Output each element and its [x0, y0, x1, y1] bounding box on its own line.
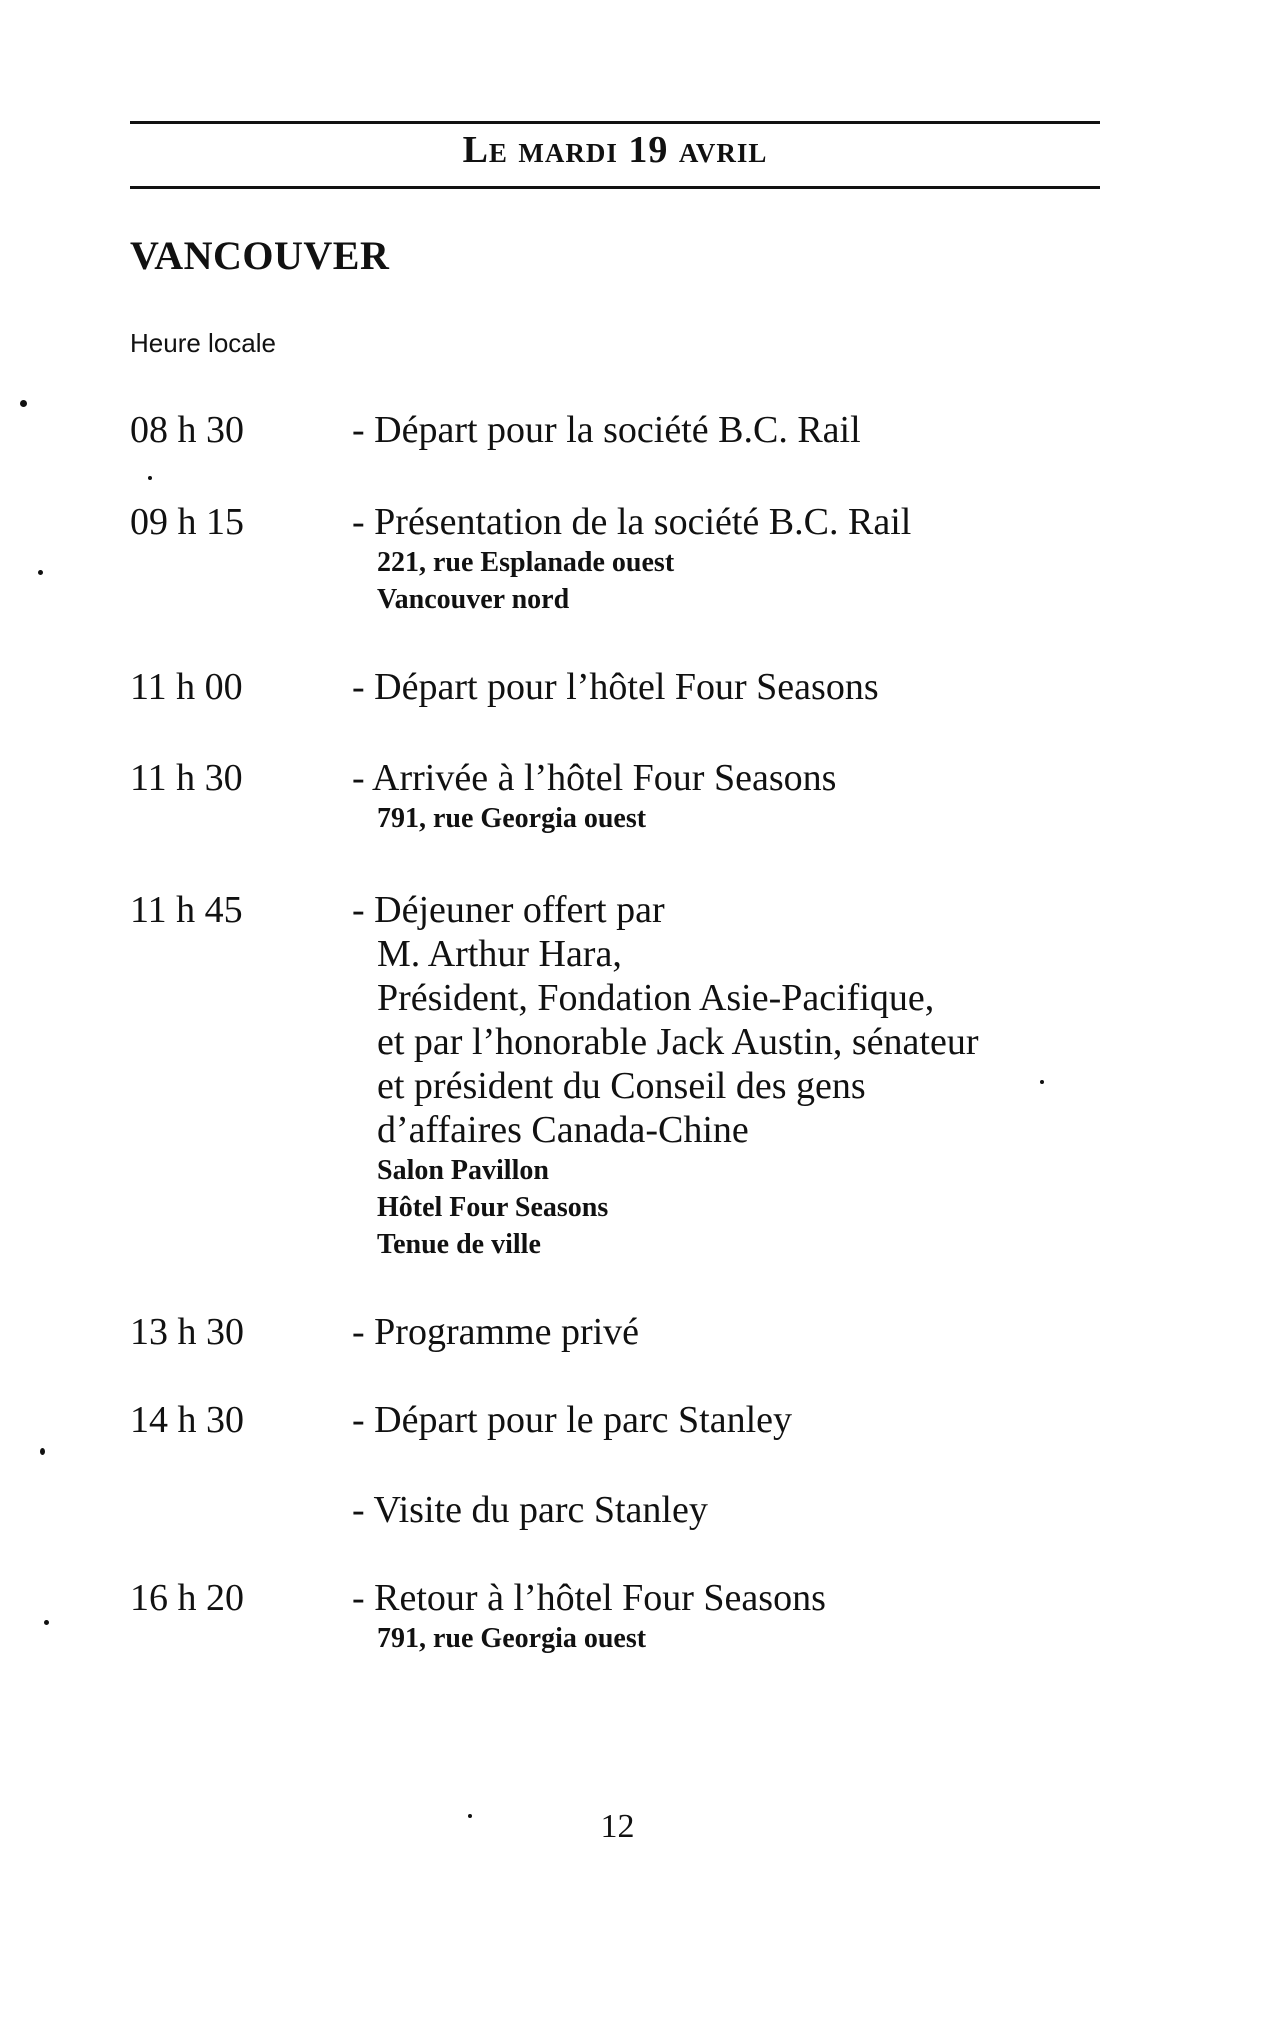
page-number: 12 [600, 1808, 635, 1845]
entry-line: d’affaires Canada-Chine [377, 1109, 749, 1151]
entry-line: - Retour à l’hôtel Four Seasons [352, 1577, 826, 1619]
entry-description [352, 1488, 1152, 1532]
scan-speck [468, 1814, 472, 1818]
entry-details [352, 1620, 1152, 1657]
entry-detail: 221, rue Esplanade ouest [377, 547, 675, 578]
entry-line: et président du Conseil des gens [377, 1065, 866, 1107]
entry-detail: Vancouver nord [377, 584, 570, 615]
entry-time: 14 h 30 [130, 1399, 244, 1441]
entry-description [352, 1576, 1152, 1657]
entry-time: 11 h 45 [130, 889, 243, 931]
entry-line: M. Arthur Hara, [377, 933, 622, 975]
scan-speck [40, 1448, 45, 1455]
scan-speck [1040, 1080, 1044, 1084]
scan-speck [38, 570, 43, 575]
scan-speck [148, 476, 152, 480]
entry-description [352, 500, 1152, 618]
entry-line: - Déjeuner offert par [352, 889, 665, 931]
entry-line: - Départ pour le parc Stanley [352, 1399, 792, 1441]
entry-time: 13 h 30 [130, 1311, 244, 1353]
entry-time: 16 h 20 [130, 1577, 244, 1619]
entry-details [352, 544, 1152, 618]
entry-time: 08 h 30 [130, 409, 244, 451]
entry-description [352, 1398, 1152, 1442]
entry-description [352, 665, 1152, 709]
entry-description [352, 888, 1152, 1263]
scan-speck [44, 1620, 49, 1625]
entry-line: - Présentation de la société B.C. Rail [352, 501, 912, 543]
header-rule-bottom [130, 186, 1100, 189]
entry-time: 09 h 15 [130, 501, 244, 543]
entry-detail: Hôtel Four Seasons [377, 1192, 609, 1223]
entry-description [352, 756, 1152, 837]
day-title: Le mardi 19 avril [462, 129, 768, 171]
entry-detail: 791, rue Georgia ouest [377, 803, 647, 834]
city-heading: VANCOUVER [130, 233, 390, 278]
entry-description [352, 1310, 1152, 1354]
entry-line: et par l’honorable Jack Austin, sénateur [377, 1021, 979, 1063]
entry-line: - Départ pour l’hôtel Four Seasons [352, 666, 879, 708]
entry-time: 11 h 30 [130, 757, 243, 799]
header-rule-top [130, 121, 1100, 124]
entry-detail: Salon Pavillon [377, 1155, 549, 1186]
entry-detail: 791, rue Georgia ouest [377, 1623, 647, 1654]
timezone-label: Heure locale [130, 328, 276, 358]
entry-details [352, 1152, 1152, 1263]
entry-detail: Tenue de ville [377, 1229, 541, 1260]
scan-speck [20, 400, 27, 407]
entry-line: Président, Fondation Asie-Pacifique, [377, 977, 935, 1019]
entry-line: - Arrivée à l’hôtel Four Seasons [352, 757, 837, 799]
entry-description [352, 408, 1152, 452]
entry-time: 11 h 00 [130, 666, 243, 708]
entry-line: - Départ pour la société B.C. Rail [352, 409, 861, 451]
entry-line: - Programme privé [352, 1311, 640, 1353]
entry-line: - Visite du parc Stanley [352, 1489, 708, 1531]
entry-details [352, 800, 1152, 837]
